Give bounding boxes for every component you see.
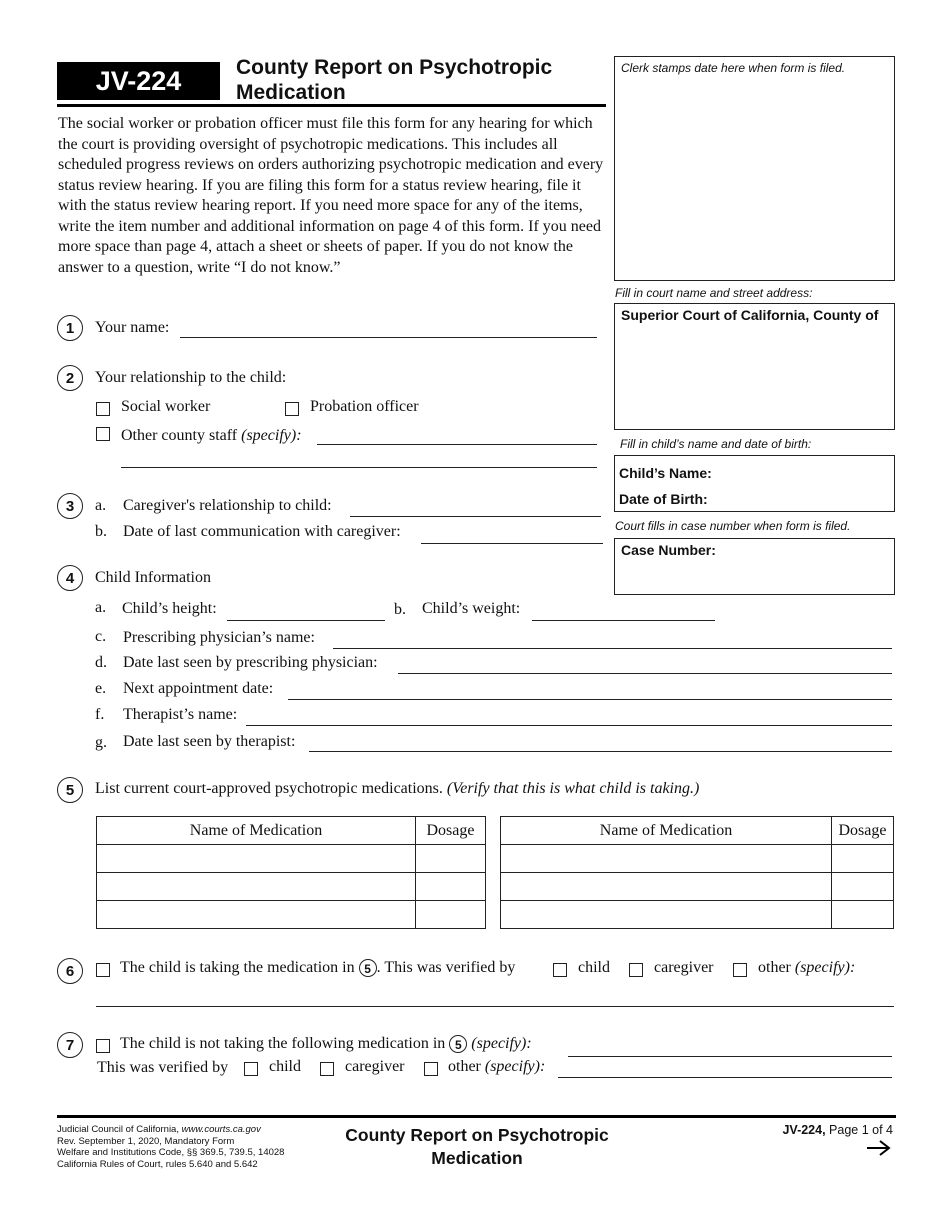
not-taking-other-label xyxy=(448,1058,545,1076)
taking-medication-text: The child is taking the medication in xyxy=(120,959,355,976)
dosage-cell[interactable] xyxy=(416,901,486,929)
item-5-reference: 5 xyxy=(359,959,377,977)
item-3-number: 3 xyxy=(57,493,83,519)
item-1-number: 1 xyxy=(57,315,83,341)
dosage-cell[interactable] xyxy=(832,873,894,901)
this-verified-by-label: This was verified by xyxy=(97,1059,229,1076)
col-name-header: Name of Medication xyxy=(97,817,416,845)
item-5-number: 5 xyxy=(57,777,83,803)
footer-council: Judicial Council of California, xyxy=(57,1124,179,1135)
last-seen-therapist-field[interactable] xyxy=(309,751,892,752)
child-height-field[interactable] xyxy=(227,620,385,621)
footer-title xyxy=(292,1124,662,1170)
verified-other-label xyxy=(758,959,855,977)
item-3a-letter: a. xyxy=(95,497,107,514)
probation-officer-checkbox[interactable] xyxy=(285,402,299,416)
medication-name-cell[interactable] xyxy=(97,901,416,929)
caregiver-relationship-label: Caregiver's relationship to child: xyxy=(123,497,332,514)
last-communication-label: Date of last communication with caregiver: xyxy=(123,523,401,540)
footer-rev: Rev. September 1, 2020, Mandatory Form xyxy=(57,1135,235,1147)
social-worker-checkbox[interactable] xyxy=(96,402,110,416)
item-6-specify-field[interactable] xyxy=(96,1006,894,1007)
physician-name-field[interactable] xyxy=(333,648,892,649)
footer-url[interactable]: www.courts.ca.gov xyxy=(181,1124,261,1135)
other-staff-checkbox[interactable] xyxy=(96,427,110,441)
verified-caregiver-label: caregiver xyxy=(654,959,714,976)
your-name-label: Your name: xyxy=(95,319,170,336)
not-taking-row xyxy=(120,1035,532,1053)
last-seen-physician-label: Date last seen by prescribing physician: xyxy=(123,654,378,671)
col-dosage-header: Dosage xyxy=(832,817,894,845)
dosage-cell[interactable] xyxy=(416,873,486,901)
footer-rules: California Rules of Court, rules 5.640 and 5.642 xyxy=(57,1158,258,1170)
list-medications-label xyxy=(95,780,699,798)
not-taking-other-specify: (specify): xyxy=(484,1058,546,1075)
item-4b-letter: b. xyxy=(394,601,406,618)
not-taking-other-field[interactable] xyxy=(558,1077,892,1078)
dosage-cell[interactable] xyxy=(832,845,894,873)
case-caption: Court fills in case number when form is filed. xyxy=(615,519,851,533)
clerk-stamp-box xyxy=(614,56,895,281)
item-4f-letter: f. xyxy=(95,706,105,723)
footer-form-ref: JV-224, xyxy=(782,1123,826,1137)
other-staff-field[interactable] xyxy=(317,444,597,445)
footer-page-ref xyxy=(740,1123,893,1137)
child-height-label: Child’s height: xyxy=(122,600,217,617)
item-7-number: 7 xyxy=(57,1032,83,1058)
child-info-box[interactable] xyxy=(614,455,895,512)
other-staff-specify: (specify): xyxy=(241,427,302,444)
last-seen-therapist-label: Date last seen by therapist: xyxy=(123,733,296,750)
case-number-label: Case Number: xyxy=(621,542,716,558)
verified-other-specify: (specify): xyxy=(794,959,856,976)
medications-table-left xyxy=(96,816,486,929)
not-taking-other-text: other xyxy=(448,1058,481,1075)
social-worker-label: Social worker xyxy=(121,398,211,415)
physician-name-label: Prescribing physician’s name: xyxy=(123,629,315,646)
other-staff-text: Other county staff xyxy=(121,427,238,444)
medication-name-cell[interactable] xyxy=(97,845,416,873)
not-taking-text: The child is not taking the following medication in xyxy=(120,1035,446,1052)
clerk-stamp-label: Clerk stamps date here when form is filed. xyxy=(621,61,846,75)
court-caption: Fill in court name and street address: xyxy=(615,286,813,300)
child-caption: Fill in child’s name and date of birth: xyxy=(620,437,812,451)
medication-name-cell[interactable] xyxy=(501,873,832,901)
form-title xyxy=(236,55,552,105)
last-communication-field[interactable] xyxy=(421,543,603,544)
medication-name-cell[interactable] xyxy=(97,873,416,901)
child-dob-label: Date of Birth: xyxy=(619,491,708,507)
right-arrow-icon[interactable] xyxy=(866,1139,892,1157)
not-taking-child-label: child xyxy=(269,1058,301,1075)
footer-code: Welfare and Institutions Code, §§ 369.5, 739.5, 14028 xyxy=(57,1147,285,1158)
footer-citation xyxy=(57,1124,284,1170)
medication-name-cell[interactable] xyxy=(501,901,832,929)
item-5-reference-2: 5 xyxy=(449,1035,467,1053)
other-staff-field-2[interactable] xyxy=(121,467,597,468)
footer-council-line xyxy=(57,1124,284,1136)
verified-child-label: child xyxy=(578,959,610,976)
not-taking-field[interactable] xyxy=(568,1056,892,1057)
item-4-number: 4 xyxy=(57,565,83,591)
caregiver-relationship-field[interactable] xyxy=(350,516,601,517)
list-medications-text: List current court-approved psychotropic medications. xyxy=(95,780,443,797)
probation-officer-label: Probation officer xyxy=(310,398,419,415)
table-row[interactable] xyxy=(97,873,486,901)
verified-by-text: . This was verified by xyxy=(376,959,516,976)
header-rule xyxy=(57,104,606,107)
verified-caregiver-checkbox[interactable] xyxy=(629,963,643,977)
not-taking-specify: (specify): xyxy=(471,1035,532,1052)
child-weight-field[interactable] xyxy=(532,620,715,621)
item-4d-letter: d. xyxy=(95,654,107,671)
footer-rule xyxy=(57,1115,896,1118)
child-name-label: Child’s Name: xyxy=(619,465,712,481)
table-row[interactable] xyxy=(97,845,486,873)
court-name-label: Superior Court of California, County of xyxy=(621,307,879,323)
table-row[interactable] xyxy=(97,901,486,929)
child-information-heading: Child Information xyxy=(95,569,211,586)
therapist-name-field[interactable] xyxy=(246,725,892,726)
last-seen-physician-field[interactable] xyxy=(398,673,892,674)
dosage-cell[interactable] xyxy=(416,845,486,873)
not-taking-other-checkbox[interactable] xyxy=(424,1062,438,1076)
court-name-box[interactable] xyxy=(614,303,895,430)
verified-other-checkbox[interactable] xyxy=(733,963,747,977)
not-taking-caregiver-checkbox[interactable] xyxy=(320,1062,334,1076)
table-row[interactable] xyxy=(501,901,894,929)
item-3b-letter: b. xyxy=(95,523,107,540)
other-staff-label xyxy=(121,427,302,445)
not-taking-checkbox[interactable] xyxy=(96,1039,110,1053)
not-taking-child-checkbox[interactable] xyxy=(244,1062,258,1076)
verify-note: (Verify that this is what child is taking.) xyxy=(446,780,700,797)
your-name-field[interactable] xyxy=(180,337,597,338)
case-number-box xyxy=(614,538,895,595)
footer-title-line2: Medication xyxy=(431,1148,523,1168)
item-4g-letter: g. xyxy=(95,734,107,751)
footer-page-number: Page 1 of 4 xyxy=(829,1123,893,1137)
verified-other-text: other xyxy=(758,959,791,976)
taking-medication-checkbox[interactable] xyxy=(96,963,110,977)
dosage-cell[interactable] xyxy=(832,901,894,929)
item-6-number: 6 xyxy=(57,958,83,984)
intro-paragraph: The social worker or probation officer must file this form for any hearing for which the court is providing oversight of psychotropic medications. This includes all scheduled progress reviews on orders authorizing psychotropic medication and every status review hearing. If you are filing this form for a status review hearing, file it with the status review hearing report. If you need more space for any of the items, write the item number and additional information on page 4 of this form. If you need more space than page 4, attach a sheet or sheets of paper. If you do not know the answer to a question, write “I do not know.” xyxy=(58,115,604,276)
form-title-line2: Medication xyxy=(236,81,346,104)
next-appointment-label: Next appointment date: xyxy=(123,680,274,697)
child-weight-label: Child’s weight: xyxy=(422,600,521,617)
medications-table-right xyxy=(500,816,894,929)
form-id-badge: JV-224 xyxy=(57,62,220,100)
relationship-label: Your relationship to the child: xyxy=(95,369,287,386)
verified-child-checkbox[interactable] xyxy=(553,963,567,977)
col-name-header: Name of Medication xyxy=(501,817,832,845)
item-4a-letter: a. xyxy=(95,599,107,616)
col-dosage-header: Dosage xyxy=(416,817,486,845)
taking-medication-row xyxy=(120,959,515,977)
form-title-line1: County Report on Psychotropic xyxy=(236,56,553,79)
item-4e-letter: e. xyxy=(95,680,107,697)
next-appointment-field[interactable] xyxy=(288,699,892,700)
item-2-number: 2 xyxy=(57,365,83,391)
therapist-name-label: Therapist’s name: xyxy=(123,706,238,723)
item-4c-letter: c. xyxy=(95,628,107,645)
not-taking-caregiver-label: caregiver xyxy=(345,1058,405,1075)
footer-title-line1: County Report on Psychotropic xyxy=(345,1125,609,1145)
table-row[interactable] xyxy=(501,845,894,873)
table-row[interactable] xyxy=(501,873,894,901)
medication-name-cell[interactable] xyxy=(501,845,832,873)
